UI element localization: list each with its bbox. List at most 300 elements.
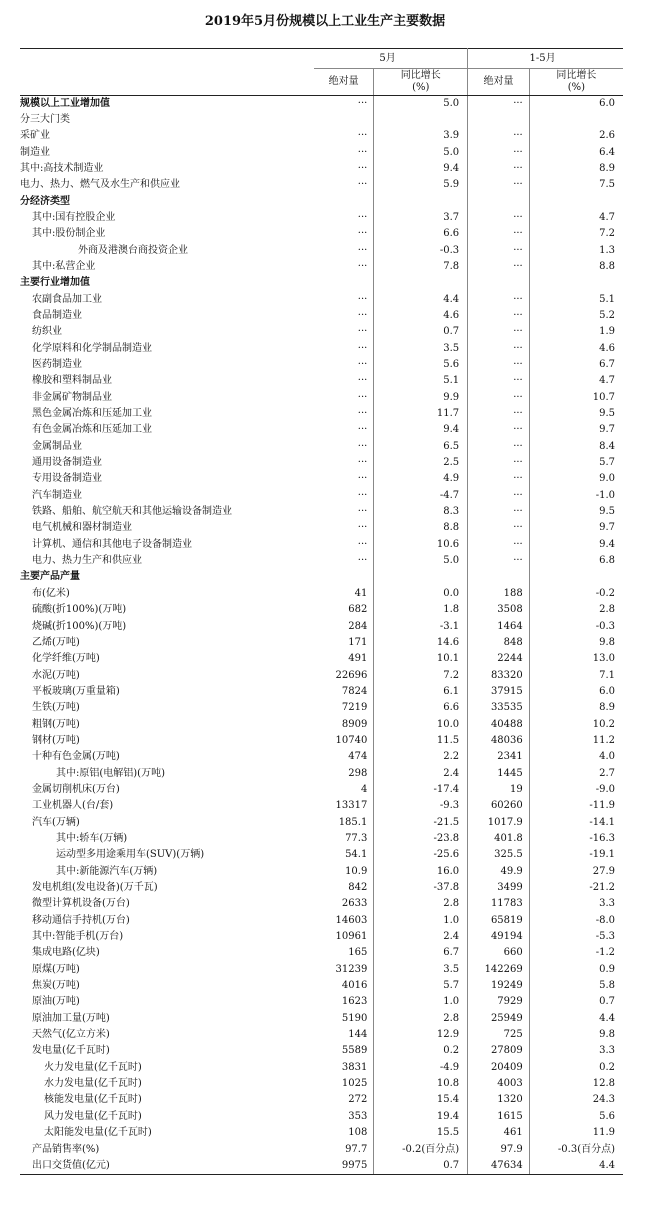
may-yoy-cell: 6.1 — [374, 684, 468, 700]
ytd-abs-cell: 33535 — [468, 700, 530, 716]
ytd-yoy-cell: 11.9 — [592, 1127, 615, 1139]
ytd-abs-cell: ··· — [468, 488, 530, 504]
ytd-yoy-cell: 13.0 — [592, 653, 615, 665]
row-label: 粗钢(万吨) — [32, 718, 80, 730]
ytd-yoy-cell: 5.1 — [599, 293, 615, 305]
ytd-yoy-cell: 9.5 — [599, 408, 615, 420]
may-abs-cell: ··· — [314, 324, 374, 340]
may-abs-cell: 171 — [314, 635, 374, 651]
ytd-abs-cell: 2244 — [468, 651, 530, 667]
may-yoy-cell — [374, 275, 468, 291]
may-yoy-cell: 7.2 — [374, 668, 468, 684]
row-label: 烧碱(折100%)(万吨) — [32, 620, 127, 632]
ytd-abs-cell: 19249 — [468, 978, 530, 994]
table-row — [20, 929, 623, 945]
may-abs-cell: ··· — [314, 357, 374, 373]
may-yoy-cell: 10.6 — [374, 537, 468, 553]
ytd-yoy-cell: 6.7 — [599, 359, 615, 370]
ytd-yoy-cell: -16.3 — [589, 832, 615, 844]
may-yoy-cell: -17.4 — [374, 782, 468, 798]
ytd-abs-cell — [468, 569, 530, 585]
ytd-yoy-cell: 8.9 — [599, 162, 615, 174]
may-yoy-cell: 9.4 — [374, 422, 468, 438]
ytd-abs-cell: ··· — [468, 422, 530, 438]
may-yoy-cell: -0.3 — [374, 243, 468, 259]
row-label: 其中:股份制企业 — [32, 228, 106, 240]
may-yoy-cell: 12.9 — [374, 1027, 468, 1043]
may-abs-cell: ··· — [314, 226, 374, 242]
ytd-abs-cell: 188 — [468, 586, 530, 602]
may-yoy-cell: 11.5 — [374, 733, 468, 749]
may-abs-cell: 7219 — [314, 700, 374, 716]
may-yoy-cell: 2.5 — [374, 455, 468, 471]
may-abs-cell: 77.3 — [314, 831, 374, 847]
may-abs-cell: 5190 — [314, 1011, 374, 1027]
table-row — [20, 324, 623, 340]
ytd-abs-cell: 461 — [468, 1125, 530, 1141]
may-yoy-cell: 3.5 — [374, 962, 468, 978]
row-label: 出口交货值(亿元) — [20, 1158, 314, 1175]
may-abs-cell: ··· — [314, 553, 374, 569]
may-abs-cell: ··· — [314, 406, 374, 422]
row-label: 有色金属冶炼和压延加工业 — [32, 424, 152, 436]
may-abs-cell: ··· — [314, 455, 374, 471]
ytd-yoy-cell: 9.0 — [599, 473, 615, 485]
row-label: 生铁(万吨) — [32, 702, 80, 714]
may-abs-cell: 682 — [314, 602, 374, 618]
ytd-abs-cell: ··· — [468, 292, 530, 308]
may-yoy-cell: 15.5 — [374, 1125, 468, 1141]
row-label: 食品制造业 — [32, 309, 82, 321]
ytd-abs-cell: 83320 — [468, 668, 530, 684]
ytd-yoy-cell: -1.2 — [595, 947, 615, 959]
table-row — [20, 112, 623, 128]
ytd-yoy-cell: 6.0 — [599, 97, 615, 109]
row-label: 十种有色金属(万吨) — [32, 751, 120, 763]
row-label: 工业机器人(台/套) — [32, 800, 114, 812]
ytd-yoy-cell: -0.2 — [595, 587, 615, 599]
ytd-abs-cell: ··· — [468, 226, 530, 242]
ytd-yoy-cell — [529, 569, 623, 585]
may-yoy-cell — [374, 194, 468, 210]
may-yoy-cell: -9.3 — [374, 798, 468, 814]
table-row — [20, 406, 623, 422]
may-yoy-cell: 14.6 — [374, 635, 468, 651]
may-yoy-cell: 1.8 — [374, 602, 468, 618]
row-label: 移动通信手持机(万台) — [32, 914, 130, 926]
table-row — [20, 308, 623, 324]
table-row — [20, 259, 623, 275]
may-abs-cell: ··· — [314, 210, 374, 226]
may-abs-cell: ··· — [314, 520, 374, 536]
ytd-abs-cell — [468, 275, 530, 291]
may-yoy-cell: 2.8 — [374, 896, 468, 912]
ytd-abs-cell: 47634 — [468, 1158, 530, 1175]
row-label: 采矿业 — [20, 130, 50, 142]
may-abs-cell — [314, 194, 374, 210]
may-abs-cell: ··· — [314, 488, 374, 504]
may-abs-cell: 1623 — [314, 994, 374, 1010]
row-label: 天然气(亿立方米) — [32, 1029, 110, 1041]
ytd-abs-cell: ··· — [468, 210, 530, 226]
row-label: 化学原料和化学制品制造业 — [32, 342, 152, 354]
may-yoy-cell: 5.1 — [374, 373, 468, 389]
may-yoy-cell: -3.1 — [374, 619, 468, 635]
ytd-abs-cell: 1445 — [468, 766, 530, 782]
may-yoy-cell — [374, 569, 468, 585]
may-abs-cell: 13317 — [314, 798, 374, 814]
ytd-abs-cell: 20409 — [468, 1060, 530, 1076]
ytd-yoy-cell: -9.0 — [595, 783, 615, 795]
table-row — [20, 194, 623, 210]
ytd-yoy-cell: 11.2 — [592, 734, 615, 746]
ytd-yoy-cell: 4.7 — [599, 375, 615, 387]
table-row — [20, 1142, 623, 1158]
may-yoy-cell: 8.3 — [374, 504, 468, 520]
row-label: 其中:智能手机(万台) — [32, 931, 124, 943]
ytd-abs-cell: 401.8 — [468, 831, 530, 847]
may-yoy-cell: 0.0 — [374, 586, 468, 602]
row-label: 农副食品加工业 — [32, 293, 102, 305]
ytd-yoy-cell: -0.3 — [595, 620, 615, 632]
ytd-abs-cell: 1464 — [468, 619, 530, 635]
may-abs-cell: 54.1 — [314, 847, 374, 863]
table-row — [20, 422, 623, 438]
may-abs-cell: 5589 — [314, 1043, 374, 1059]
may-abs-cell: 144 — [314, 1027, 374, 1043]
table-row — [20, 619, 623, 635]
ytd-abs-cell: 1017.9 — [468, 815, 530, 831]
table-row — [20, 1043, 623, 1059]
ytd-yoy-cell: 9.4 — [599, 538, 615, 550]
ytd-yoy-cell: 24.3 — [592, 1094, 615, 1106]
may-yoy-cell: 0.7 — [374, 1158, 468, 1175]
may-abs-cell: ··· — [314, 373, 374, 389]
ytd-yoy-cell: 8.4 — [599, 440, 615, 452]
ytd-abs-cell: ··· — [468, 145, 530, 161]
may-abs-cell: 8909 — [314, 717, 374, 733]
row-label: 外商及港澳台商投资企业 — [78, 244, 188, 256]
table-row — [20, 602, 623, 618]
table-row — [20, 749, 623, 765]
table-row — [20, 994, 623, 1010]
ytd-yoy-cell: 4.4 — [529, 1158, 623, 1175]
ytd-yoy-cell: 5.6 — [599, 1110, 615, 1122]
row-label: 运动型多用途乘用车(SUV)(万辆) — [56, 849, 205, 861]
row-label: 硫酸(折100%)(万吨) — [32, 604, 127, 616]
may-yoy-cell: -0.2(百分点) — [374, 1142, 468, 1158]
table-row — [20, 455, 623, 471]
ytd-yoy-cell: 4.0 — [599, 751, 615, 763]
row-label: 规模以上工业增加值 — [20, 97, 110, 109]
row-label: 铁路、船舶、航空航天和其他运输设备制造业 — [32, 506, 232, 518]
ytd-yoy-cell: 10.2 — [592, 718, 615, 730]
table-row — [20, 161, 623, 177]
row-label: 集成电路(亿块) — [32, 947, 100, 959]
industrial-data-table — [20, 48, 623, 1175]
may-yoy-cell: -21.5 — [374, 815, 468, 831]
ytd-yoy-cell: -5.3 — [595, 931, 615, 943]
may-yoy-cell: 4.6 — [374, 308, 468, 324]
ytd-yoy-cell: 3.3 — [599, 1045, 615, 1057]
may-yoy-cell: -4.9 — [374, 1060, 468, 1076]
header-ytd-yoy-line2: (%) — [567, 81, 586, 93]
row-label: 纺织业 — [32, 326, 62, 338]
header-group-row — [20, 49, 623, 69]
may-yoy-cell: 5.6 — [374, 357, 468, 373]
ytd-abs-cell: ··· — [468, 553, 530, 569]
may-abs-cell: 474 — [314, 749, 374, 765]
row-label: 电气机械和器材制造业 — [32, 522, 132, 534]
table-row — [20, 292, 623, 308]
table-row — [20, 537, 623, 553]
ytd-abs-cell: 11783 — [468, 896, 530, 912]
may-abs-cell: 14603 — [314, 913, 374, 929]
row-label: 通用设备制造业 — [32, 457, 102, 469]
ytd-abs-cell: ··· — [468, 308, 530, 324]
table-row — [20, 798, 623, 814]
row-label: 钢材(万吨) — [32, 734, 80, 746]
may-abs-cell: ··· — [314, 161, 374, 177]
may-yoy-cell: 6.6 — [374, 700, 468, 716]
may-abs-cell: 22696 — [314, 668, 374, 684]
ytd-abs-cell: ··· — [468, 537, 530, 553]
ytd-yoy-cell: 9.7 — [599, 522, 615, 534]
may-abs-cell: 10.9 — [314, 864, 374, 880]
may-abs-cell: 4016 — [314, 978, 374, 994]
may-abs-cell: 9975 — [314, 1158, 374, 1175]
row-label: 其中:原铝(电解铝)(万吨) — [56, 767, 165, 779]
row-label: 其中:新能源汽车(万辆) — [56, 865, 158, 877]
row-label: 风力发电量(亿千瓦时) — [44, 1110, 142, 1122]
may-abs-cell: ··· — [314, 439, 374, 455]
table-row — [20, 373, 623, 389]
may-yoy-cell: -37.8 — [374, 880, 468, 896]
ytd-yoy-cell: 10.7 — [592, 391, 615, 403]
row-label: 非金属矿物制品业 — [32, 391, 112, 403]
may-yoy-cell: 3.9 — [374, 128, 468, 144]
row-label: 专用设备制造业 — [32, 473, 102, 485]
may-yoy-cell: 19.4 — [374, 1109, 468, 1125]
may-abs-cell: ··· — [314, 504, 374, 520]
may-abs-cell: ··· — [314, 422, 374, 438]
ytd-yoy-cell: -19.1 — [589, 849, 615, 861]
ytd-yoy-cell: 4.6 — [599, 342, 615, 354]
may-yoy-cell: 6.6 — [374, 226, 468, 242]
ytd-abs-cell: 49.9 — [468, 864, 530, 880]
may-yoy-cell: 11.7 — [374, 406, 468, 422]
ytd-abs-cell: 48036 — [468, 733, 530, 749]
may-abs-cell: ··· — [314, 471, 374, 487]
row-label: 汽车制造业 — [32, 489, 82, 501]
may-abs-cell — [314, 275, 374, 291]
ytd-yoy-cell: 6.8 — [599, 555, 615, 567]
ytd-yoy-cell: 0.9 — [599, 963, 615, 975]
row-label: 微型计算机设备(万台) — [32, 898, 130, 910]
ytd-abs-cell: ··· — [468, 95, 530, 112]
table-row — [20, 177, 623, 193]
table-row — [20, 1092, 623, 1108]
may-abs-cell: 842 — [314, 880, 374, 896]
may-abs-cell: ··· — [314, 177, 374, 193]
ytd-abs-cell: ··· — [468, 373, 530, 389]
ytd-yoy-cell: 5.8 — [599, 980, 615, 992]
ytd-yoy-cell: 2.7 — [599, 767, 615, 779]
row-label: 火力发电量(亿千瓦时) — [44, 1061, 142, 1073]
header-may-yoy-line1: 同比增长 — [400, 69, 441, 81]
row-label: 分三大门类 — [20, 113, 70, 125]
may-abs-cell: 10961 — [314, 929, 374, 945]
may-abs-cell: ··· — [314, 145, 374, 161]
table-row — [20, 1125, 623, 1141]
ytd-abs-cell: ··· — [468, 324, 530, 340]
ytd-abs-cell: ··· — [468, 128, 530, 144]
table-row — [20, 1027, 623, 1043]
ytd-abs-cell: 660 — [468, 945, 530, 961]
ytd-yoy-cell: 6.0 — [599, 685, 615, 697]
may-yoy-cell: 9.4 — [374, 161, 468, 177]
may-abs-cell: 10740 — [314, 733, 374, 749]
table-row — [20, 569, 623, 585]
ytd-abs-cell: ··· — [468, 357, 530, 373]
ytd-abs-cell: ··· — [468, 243, 530, 259]
may-abs-cell: 31239 — [314, 962, 374, 978]
header-blank-sub — [20, 69, 314, 96]
may-yoy-cell: 10.8 — [374, 1076, 468, 1092]
ytd-abs-cell: ··· — [468, 341, 530, 357]
table-row — [20, 520, 623, 536]
ytd-yoy-cell: -0.3(百分点) — [557, 1143, 615, 1155]
table-row — [20, 1011, 623, 1027]
may-yoy-cell — [374, 112, 468, 128]
table-row — [20, 733, 623, 749]
ytd-yoy-cell: 6.4 — [599, 146, 615, 158]
table-row — [20, 471, 623, 487]
ytd-abs-cell: 60260 — [468, 798, 530, 814]
may-abs-cell — [314, 569, 374, 585]
ytd-yoy-cell: 9.5 — [599, 506, 615, 518]
header-sub-row — [20, 69, 623, 96]
header-may-abs: 绝对量 — [314, 69, 374, 96]
ytd-abs-cell — [468, 112, 530, 128]
row-label: 制造业 — [20, 146, 50, 158]
ytd-abs-cell: 37915 — [468, 684, 530, 700]
may-abs-cell: 1025 — [314, 1076, 374, 1092]
row-label: 原油(万吨) — [32, 996, 80, 1008]
row-label: 焦炭(万吨) — [32, 980, 80, 992]
ytd-abs-cell: 25949 — [468, 1011, 530, 1027]
table-row — [20, 439, 623, 455]
table-row — [20, 668, 623, 684]
table-row — [20, 553, 623, 569]
may-yoy-cell: 0.2 — [374, 1043, 468, 1059]
may-yoy-cell: 6.7 — [374, 945, 468, 961]
table-row — [20, 586, 623, 602]
ytd-abs-cell: 848 — [468, 635, 530, 651]
may-abs-cell: 41 — [314, 586, 374, 602]
table-row — [20, 210, 623, 226]
table-row — [20, 488, 623, 504]
ytd-yoy-cell: 9.8 — [599, 1029, 615, 1041]
may-abs-cell: ··· — [314, 308, 374, 324]
ytd-yoy-cell: 7.5 — [599, 179, 615, 191]
may-yoy-cell: -25.6 — [374, 847, 468, 863]
ytd-yoy-cell — [529, 112, 623, 128]
row-label: 金属制品业 — [32, 440, 82, 452]
row-label: 医药制造业 — [32, 359, 82, 370]
ytd-abs-cell: 97.9 — [468, 1142, 530, 1158]
ytd-yoy-cell: 9.7 — [599, 424, 615, 436]
ytd-abs-cell: ··· — [468, 520, 530, 536]
table-row — [20, 945, 623, 961]
ytd-yoy-cell: 0.2 — [599, 1061, 615, 1073]
ytd-yoy-cell: 12.8 — [592, 1078, 615, 1090]
may-yoy-cell: 8.8 — [374, 520, 468, 536]
may-yoy-cell: 5.7 — [374, 978, 468, 994]
ytd-abs-cell: 4003 — [468, 1076, 530, 1092]
row-label: 太阳能发电量(亿千瓦时) — [44, 1127, 152, 1139]
table-row — [20, 880, 623, 896]
may-abs-cell: 3831 — [314, 1060, 374, 1076]
may-abs-cell: ··· — [314, 243, 374, 259]
row-label: 布(亿米) — [32, 587, 70, 599]
may-abs-cell: ··· — [314, 537, 374, 553]
table-row — [20, 390, 623, 406]
table-row — [20, 226, 623, 242]
ytd-yoy-cell: 0.7 — [599, 996, 615, 1008]
header-jan-may: 1-5月 — [468, 49, 623, 69]
may-abs-cell: ··· — [314, 341, 374, 357]
ytd-abs-cell: ··· — [468, 455, 530, 471]
ytd-yoy-cell: 27.9 — [592, 865, 615, 877]
ytd-yoy-cell: 8.9 — [599, 702, 615, 714]
row-label: 黑色金属冶炼和压延加工业 — [32, 408, 152, 420]
ytd-yoy-cell: 7.2 — [599, 228, 615, 240]
ytd-abs-cell: ··· — [468, 406, 530, 422]
header-may-yoy — [374, 69, 468, 96]
may-abs-cell: 2633 — [314, 896, 374, 912]
row-label: 电力、热力生产和供应业 — [32, 555, 142, 567]
row-label: 水泥(万吨) — [32, 669, 80, 681]
table-row — [20, 651, 623, 667]
header-ytd-yoy — [529, 69, 623, 96]
may-abs-cell: 185.1 — [314, 815, 374, 831]
may-abs-cell: ··· — [314, 390, 374, 406]
table-row — [20, 700, 623, 716]
may-yoy-cell: -4.7 — [374, 488, 468, 504]
may-yoy-cell: 0.7 — [374, 324, 468, 340]
ytd-yoy-cell — [529, 275, 623, 291]
may-abs-cell: 97.7 — [314, 1142, 374, 1158]
ytd-yoy-cell: 3.3 — [599, 898, 615, 910]
table-row — [20, 1109, 623, 1125]
ytd-abs-cell: ··· — [468, 504, 530, 520]
ytd-yoy-cell: -1.0 — [595, 489, 615, 501]
may-abs-cell: 4 — [314, 782, 374, 798]
table-row — [20, 913, 623, 929]
table-row — [20, 635, 623, 651]
row-label: 核能发电量(亿千瓦时) — [44, 1094, 142, 1106]
may-yoy-cell: 5.0 — [374, 95, 468, 112]
table-row — [20, 243, 623, 259]
may-yoy-cell: 3.7 — [374, 210, 468, 226]
table-row — [20, 341, 623, 357]
ytd-abs-cell: 19 — [468, 782, 530, 798]
ytd-abs-cell: 3508 — [468, 602, 530, 618]
table-row — [20, 815, 623, 831]
table-row — [20, 717, 623, 733]
may-yoy-cell: 4.4 — [374, 292, 468, 308]
